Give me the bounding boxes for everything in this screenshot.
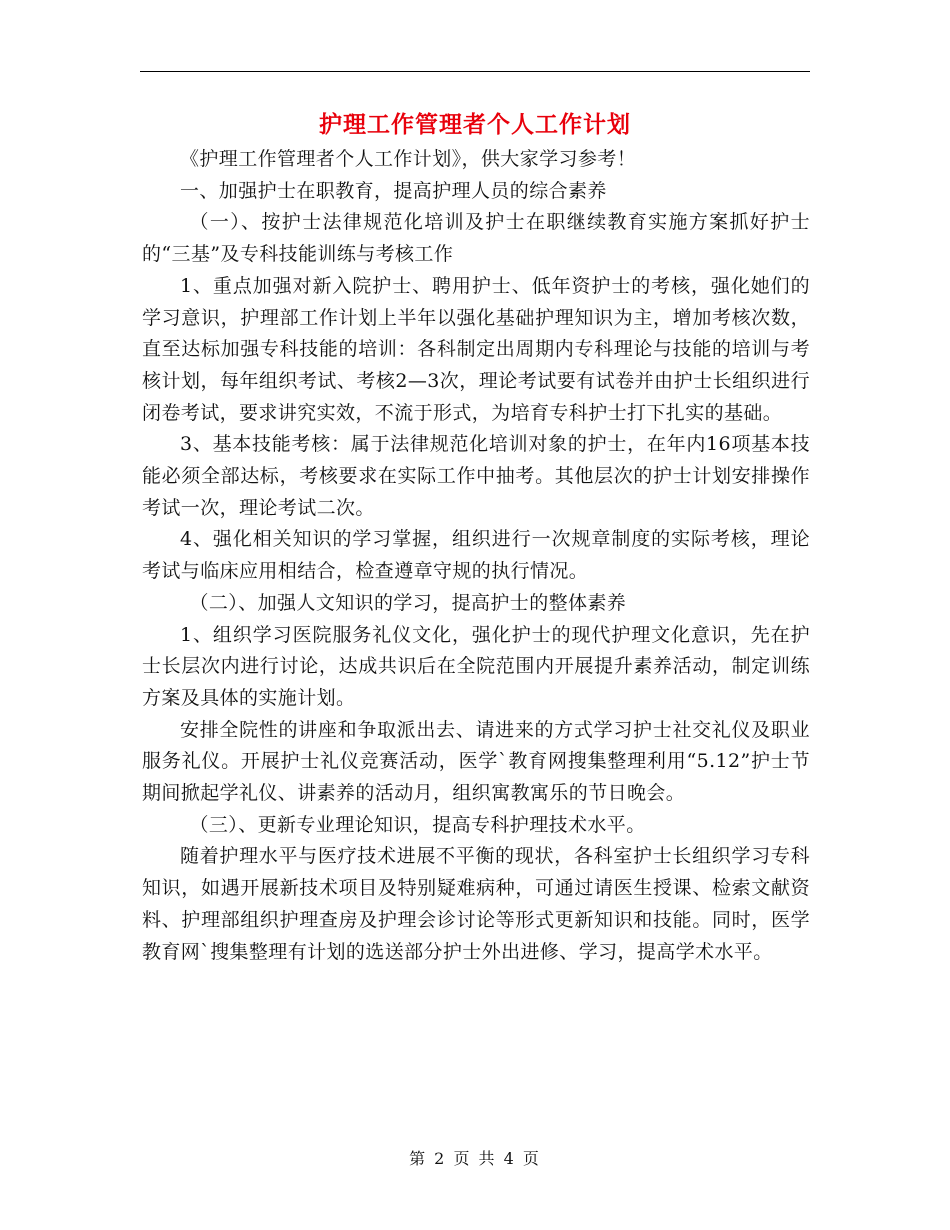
body-paragraph: 1、组织学习医院服务礼仪文化，强化护士的现代护理文化意识，先在护士长层次内进行讨论，达成共识后在全院范围内开展提升素养活动，制定训练方案及具体的实施计划。 (142, 623, 810, 709)
section-heading-1: 一、加强护士在职教育，提高护理人员的综合素养 (180, 179, 607, 202)
subsection-heading-2: （二）、加强人文知识的学习，提高护士的整体素养 (189, 591, 627, 614)
header-rule (140, 71, 810, 72)
subsection-heading-1: （一）、按护士法律规范化培训及护士在职继续教育实施方案抓好护士的“三基”及专科技能训练与考核工作 (142, 211, 810, 266)
body-paragraph: 1、重点加强对新入院护士、聘用护士、低年资护士的考核，强化她们的学习意识，护理部工作计划上半年以强化基础护理知识为主，增加考核次数，直至达标加强专科技能的培训：各科制定出周期内专科理论与技能的培训与考核计划，每年组织考试、考核2—3次，理论考试要有试卷并由护士长组织进行闭卷考试，要求讲究实效，不流于形式，为培育专科护士打下扎实的基础。 (142, 274, 810, 424)
body-paragraph: 4、强化相关知识的学习掌握，组织进行一次规章制度的实际考核，理论考试与临床应用相结合，检查遵章守规的执行情况。 (142, 528, 810, 583)
document-title: 护理工作管理者个人工作计划 (319, 111, 631, 138)
intro-paragraph: 《护理工作管理者个人工作计划》，供大家学习参考！ (180, 148, 637, 170)
document-body (142, 144, 810, 968)
subsection-heading-3: （三）、更新专业理论知识，提高专科护理技术水平。 (189, 813, 646, 836)
page-number-footer: 第 2 页 共 4 页 (409, 1149, 541, 1168)
body-paragraph: 随着护理水平与医疗技术进展不平衡的现状，各科室护士长组织学习专科知识，如遇开展新技术项目及特别疑难病种，可通过请医生授课、检索文献资料、护理部组织护理查房及护理会诊讨论等形式更新知识和技能。同时，医学教育网`搜集整理有计划的选送部分护士外出进修、学习，提高学术水平。 (142, 845, 810, 963)
body-paragraph: 安排全院性的讲座和争取派出去、请进来的方式学习护士社交礼仪及职业服务礼仪。开展护士礼仪竞赛活动，医学`教育网搜集整理利用“5.12”护士节期间掀起学礼仪、讲素养的活动月，组织寓教寓乐的节日晚会。 (142, 718, 810, 805)
body-paragraph: 3、基本技能考核：属于法律规范化培训对象的护士，在年内16项基本技能必须全部达标，考核要求在实际工作中抽考。其他层次的护士计划安排操作考试一次，理论考试二次。 (142, 433, 810, 519)
